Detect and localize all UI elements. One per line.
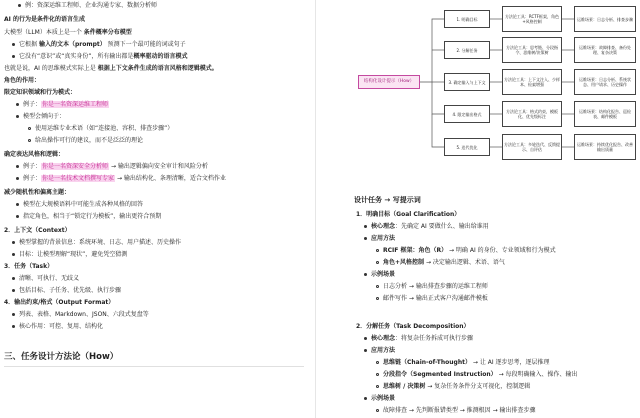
bullet-icon [12,277,15,280]
list-item: 角色+风格控制 → 决定输出逻辑、术语、语气 [376,259,505,267]
paragraph-heading: AI 的行为是条件化的语言生成 [4,16,85,23]
bullet-icon [16,203,19,206]
list-item: 清晰、可执行、无歧义 [12,275,79,283]
section-title: 设计任务 → 写提示词 [354,196,421,204]
mindmap-branch-node: 4. 限定输出格式 [444,105,490,123]
mindmap-branch-node: 1. 明确目标 [444,10,490,28]
section-heading: 2．上下文（Context） [4,227,71,234]
bullet-icon [376,373,379,376]
list-item: 列表、表格、Markdown、JSON、六段式复盘等 [12,311,149,319]
bullet-icon [12,43,15,46]
list-item: 例子：你是一名技术文档撰写专家 → 输出结构化、条理清晰，适合文档作业 [16,175,226,183]
list-item: 例子：你是一名资深运维工程师 [16,101,109,109]
list-item: 思维树 / 决策树 → 复杂任务条件分支可视化，控制逻辑 [376,383,530,391]
highlighted-text: 你是一名资深运维工程师 [42,101,109,108]
bullet-icon [28,139,31,142]
list-item: 示例场景 [364,395,395,403]
bullet-icon [376,297,379,300]
bullet-icon [12,289,15,292]
list-item: 日志分析 → 输出排查步骤的运维工程师 [376,283,488,291]
bullet-icon [376,285,379,288]
section-heading: 4．输出约束/格式（Output Format） [4,299,115,306]
list-item: 例子：你是一名资深安全分析师 → 输出逻辑偏向安全审计和风险分析 [16,163,208,171]
left-document-pane [0,0,314,418]
mindmap-root-node: 结构化设计提示（How） [358,75,420,89]
list-item: 分段指令（Segmented Instruction） → 每段明确输入、操作、输出 [376,371,578,379]
right-document-pane [318,0,640,418]
list-item: 故障排查 → 先判断报错类型 → 推测根因 → 输出排查步骤 [376,407,536,415]
list-item: 应用方法 [364,235,395,243]
bullet-icon [376,361,379,364]
bullet-icon [364,225,367,228]
paragraph-heading: 角色的作用： [4,77,41,84]
bullet-icon [16,215,19,218]
list-item: 邮件写作 → 输出正式客户沟通邮件模板 [376,295,488,303]
paragraph-heading: 限定知识领域和行为模式： [4,89,77,96]
paragraph-heading: 减少随机性和偏离主题： [4,189,71,196]
section-heading: 3．任务（Task） [4,263,54,270]
list-item: 模型掌握的背景信息：系统环境、日志、用户描述、历史操作 [12,239,181,247]
section-heading: 2．分解任务（Task Decomposition） [356,323,470,330]
list-item: 给出操作可行的建议，而不是泛泛的理论 [28,137,143,145]
mindmap-diagram [332,2,638,164]
list-item: 使用运维专业术语（如“连接池、容积、排查步骤”） [28,125,173,133]
bullet-icon [364,273,367,276]
mindmap-example-node: 运维场景：故障排查、备份处理、复杂决策 [574,37,636,63]
list-item: 它没有“意识”或“真实身份”，所有输出都是概率驱动的语言模式 [12,53,187,61]
bullet-icon [12,55,15,58]
list-item: 模型在大规模语料中可能生成各种风格的回答 [16,201,143,209]
highlighted-text: 你是一名技术文档撰写专家 [42,175,115,182]
bullet-icon [364,237,367,240]
bullet-icon [364,349,367,352]
mindmap-branch-node: 5. 迭代优化 [444,138,490,156]
list-item: 目标：让模型理解“现状”，避免凭空猜测 [12,251,127,259]
section-heading: 1．明确目标（Goal Clarification） [356,211,461,218]
paragraph: 大模型（LLM）本质上是一个 条件概率分布模型 [4,29,132,36]
mindmap-branch-node: 3. 确定输入与上下文 [444,73,490,91]
bullet-icon [12,253,15,256]
paragraph-heading: 确定表达风格和逻辑： [4,151,65,158]
list-item: RCIF 框架：角色（R） → 明确 AI 的身份、专业领域和行为模式 [376,247,556,255]
bullet-icon [12,325,15,328]
mindmap-detail-node: 方法论工具：思考链、分段指令、思维树/决策树 [502,37,562,63]
bullet-icon [376,261,379,264]
bullet-icon [18,4,21,7]
bullet-icon [16,177,19,180]
list-item: 核心理念：将复杂任务拆成可执行步骤 [364,335,473,343]
list-item: 它根据 输入的文本（prompt） 预测下一个最可能的词或句子 [12,41,186,49]
mindmap-example-node: 运维场景：持续优化报告、改善输出质量 [574,134,636,160]
bullet-icon [376,409,379,412]
bullet-icon [16,115,19,118]
page-section-title: 三、任务设计方法论（How） [4,352,119,362]
bullet-icon [12,313,15,316]
bullet-icon [16,103,19,106]
bullet-icon [376,249,379,252]
mindmap-branch-node: 2. 分解任务 [444,41,490,59]
bullet-icon [12,241,15,244]
paragraph: 也就是说，AI 的思维模式实际上是 根据上下文条件生成的语言风格和逻辑模式。 [4,65,218,72]
bullet-icon [16,165,19,168]
mindmap-detail-node: 方法论工具：多轮迭代、反馈提示、自评估 [502,134,562,160]
bullet-icon [376,385,379,388]
mindmap-detail-node: 方法论工具：RCTF框架，角色+风格控制 [502,6,562,32]
mindmap-example-node: 运维场景：日志分析、系统状态、用户请求、历史操作 [574,69,636,95]
highlighted-text: 你是一名资深安全分析师 [42,163,109,170]
mindmap-detail-node: 方法论工具：上下文注入、少样本、检索增强 [502,69,562,95]
list-item: 模型会倾向于： [16,113,65,121]
bullet-icon [364,337,367,340]
list-item: 应用方法 [364,347,395,355]
pane-divider [315,0,316,418]
list-item: 示例场景 [364,271,395,279]
mindmap-example-node: 运维场景：结构化报告、巡检表、邮件模板 [574,101,636,127]
divider [4,366,304,367]
bullet-icon [28,127,31,130]
bullet-icon [364,397,367,400]
list-item: 核心理念：先确定 AI 要做什么、输出给谁用 [364,223,489,231]
list-item: 包括目标、子任务、优先级、执行步骤 [12,287,121,295]
mindmap-detail-node: 方法论工具：格式约束，模板化、优先级标注 [502,101,562,127]
list-item: 例：资深运维工程师、企业沟通专家、数据分析师 [18,2,157,10]
list-item: 思维链（Chain-of-Thought） → 让 AI 逐步思考，逐层推理 [376,359,550,367]
mindmap-example-node: 运维场景：日志分析、排查步骤 [574,6,636,32]
list-item: 核心作用：可控、复用、结构化 [12,323,103,331]
list-item: 指定角色，相当于“锁定行为模板”，输出更符合预期 [16,213,161,221]
